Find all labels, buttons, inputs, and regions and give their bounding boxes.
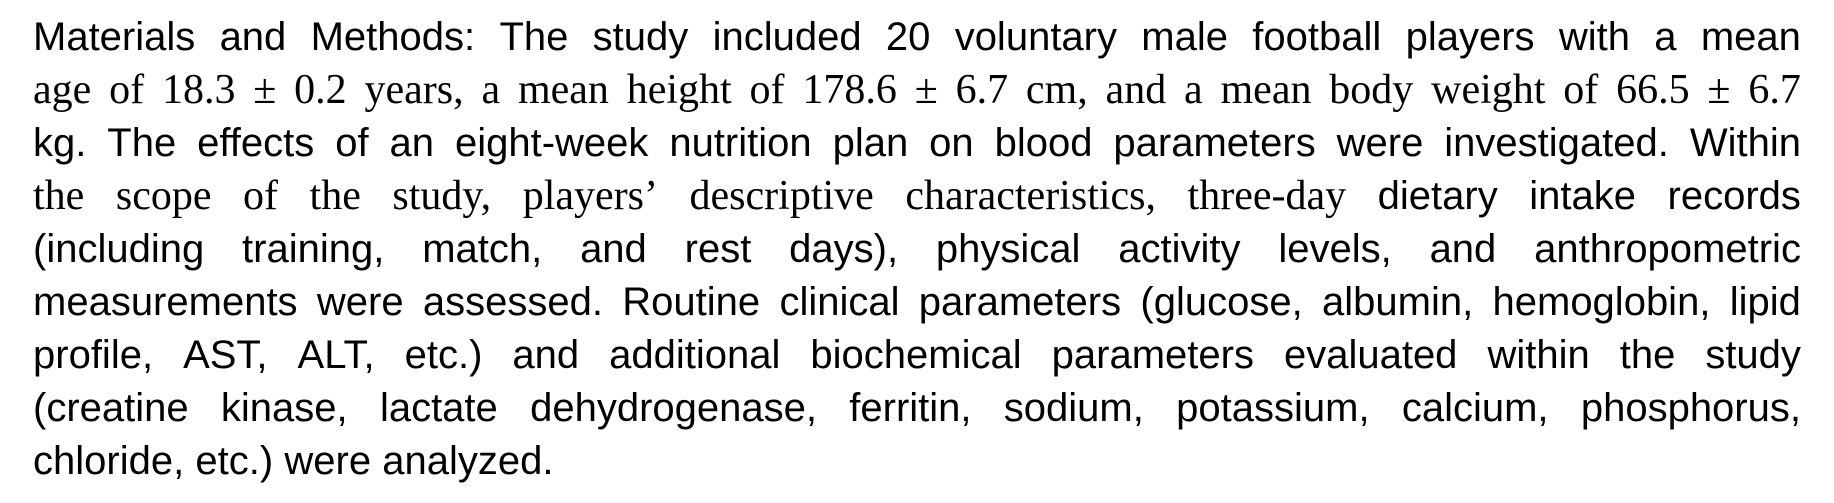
word: parameters: [1051, 333, 1254, 377]
word: potassium,: [1176, 386, 1370, 430]
word: AST,: [183, 333, 268, 377]
word: body: [1329, 67, 1414, 113]
word: male: [1141, 15, 1228, 59]
text-line: [33, 435, 1801, 488]
word: of: [243, 173, 279, 219]
word: clinical: [779, 280, 900, 324]
word: cm,: [1025, 67, 1088, 113]
word: (including: [33, 227, 205, 271]
word: ferritin,: [849, 386, 972, 430]
word: activity: [1118, 227, 1241, 271]
word: were: [316, 280, 404, 324]
word: characteristics,: [905, 173, 1157, 219]
text-line: [33, 276, 1801, 329]
word: and: [1429, 227, 1497, 271]
word: kg.: [33, 121, 87, 165]
word: measurements: [33, 280, 298, 324]
word: three-day: [1187, 173, 1347, 219]
word: kinase,: [220, 386, 348, 430]
word: eight-week: [454, 121, 649, 165]
word: Methods:: [310, 15, 476, 59]
word: the: [309, 173, 361, 219]
word: Routine: [622, 280, 761, 324]
word: ALT,: [297, 333, 375, 377]
word: the: [33, 173, 85, 219]
word: players: [1405, 15, 1535, 59]
word: records: [1667, 174, 1801, 218]
word: study,: [392, 173, 492, 219]
text-line: [33, 382, 1801, 435]
word: a: [481, 67, 501, 113]
word: 178.6: [802, 67, 897, 113]
word: mean: [1220, 67, 1312, 113]
word: etc.): [195, 439, 274, 483]
word: The: [107, 121, 177, 165]
word: days),: [789, 227, 899, 271]
word: parameters: [1113, 121, 1316, 165]
word: height: [626, 67, 732, 113]
word: (glucose,: [1140, 280, 1303, 324]
word: descriptive: [689, 173, 874, 219]
word: (creatine: [33, 386, 189, 430]
word: study: [1705, 333, 1801, 377]
word: parameters: [918, 280, 1122, 324]
word: 66.5: [1616, 67, 1690, 113]
word: a: [1654, 15, 1677, 59]
word: etc.): [404, 333, 483, 377]
word: dehydrogenase,: [530, 386, 817, 430]
word: scope: [115, 173, 212, 219]
text-line: [33, 117, 1801, 170]
word: ±: [1707, 67, 1731, 113]
word: age: [33, 67, 92, 113]
word: 6.7: [1748, 67, 1801, 113]
word: were: [1336, 121, 1424, 165]
word: of: [749, 67, 785, 113]
word: with: [1558, 15, 1630, 59]
word: nutrition: [669, 121, 812, 165]
word: and: [1105, 67, 1167, 113]
word: Materials: [33, 15, 196, 59]
word: chloride,: [33, 439, 185, 483]
text-line: [33, 64, 1801, 117]
word: 6.7: [955, 67, 1009, 113]
word: a: [1184, 67, 1203, 113]
word: assessed.: [422, 280, 603, 324]
word: voluntary: [954, 15, 1117, 59]
word: within: [1487, 333, 1590, 377]
word: were: [284, 439, 372, 483]
word: additional: [609, 333, 781, 377]
word: weight: [1431, 67, 1546, 113]
word: 20: [885, 15, 931, 59]
word: mean: [517, 67, 609, 113]
word: intake: [1529, 174, 1636, 218]
word: ±: [914, 67, 938, 113]
text-line: [33, 11, 1801, 64]
text-line: [33, 329, 1801, 382]
text-line: [33, 223, 1801, 276]
word: analyzed.: [382, 439, 554, 483]
word: 0.2: [294, 67, 347, 113]
word: blood: [994, 121, 1093, 165]
word: dietary: [1377, 174, 1498, 218]
word: on: [929, 121, 974, 165]
word: of: [1563, 67, 1599, 113]
word: Within: [1689, 121, 1801, 165]
word: ±: [253, 67, 277, 113]
word: included: [712, 15, 862, 59]
word: plan: [832, 121, 909, 165]
word: effects: [197, 121, 315, 165]
word: anthropometric: [1534, 227, 1801, 271]
word: sodium,: [1003, 386, 1144, 430]
word: investigated.: [1444, 121, 1669, 165]
text-line: [33, 170, 1801, 223]
word: of: [109, 67, 145, 113]
word: albumin,: [1322, 280, 1474, 324]
word: match,: [422, 227, 543, 271]
word: the: [1619, 333, 1676, 377]
abstract-paragraph: [33, 11, 1801, 488]
word: profile,: [33, 333, 154, 377]
word: hemoglobin,: [1492, 280, 1711, 324]
word: lactate: [379, 386, 498, 430]
word: an: [389, 121, 435, 165]
word: The: [499, 15, 569, 59]
word: players’: [522, 173, 658, 219]
word: football: [1252, 15, 1382, 59]
word: lipid: [1729, 280, 1801, 324]
word: and: [219, 15, 287, 59]
word: rest: [684, 227, 752, 271]
word: training,: [242, 227, 385, 271]
word: and: [512, 333, 580, 377]
word: phosphorus,: [1580, 386, 1801, 430]
word: physical: [935, 227, 1081, 271]
word: 18.3: [161, 67, 236, 113]
word: mean: [1700, 15, 1801, 59]
word: of: [335, 121, 369, 165]
word: levels,: [1278, 227, 1392, 271]
word: and: [580, 227, 647, 271]
word: study: [592, 15, 689, 59]
word: biochemical: [810, 333, 1022, 377]
word: evaluated: [1283, 333, 1458, 377]
word: calcium,: [1401, 386, 1549, 430]
word: years,: [364, 67, 464, 113]
